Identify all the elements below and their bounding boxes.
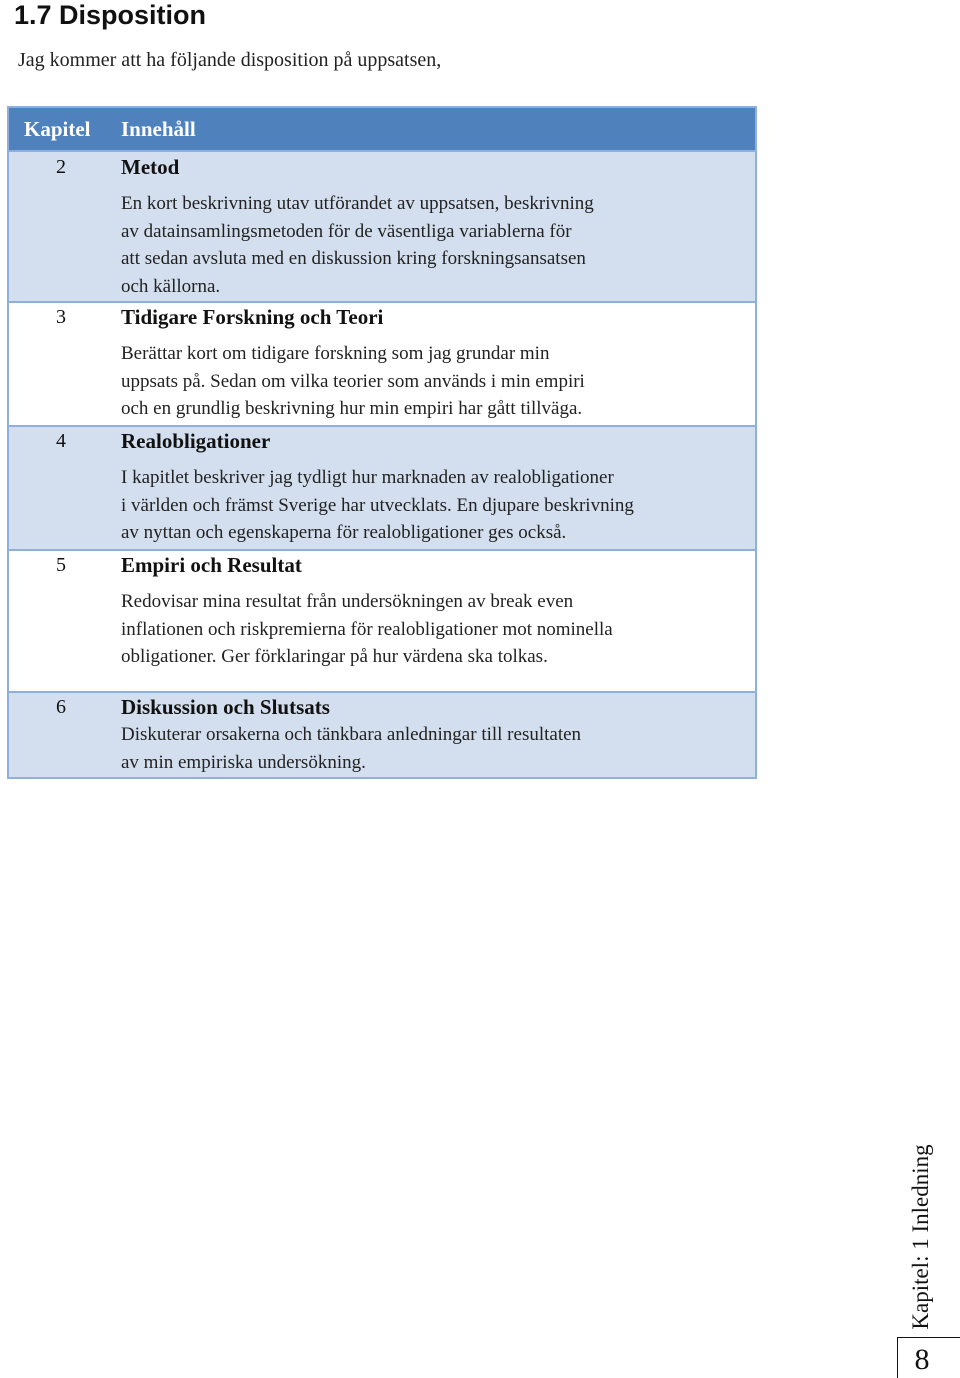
table-row-realobligationer — [9, 425, 755, 549]
chapter-content — [121, 303, 755, 425]
chapter-description: Redovisar mina resultat från undersökningen av break even inflationen och riskpremierna för realobligationer mot nominella obligationer. Ger förklaringar på hur värdena ska tolkas. — [121, 591, 613, 667]
disposition-table — [7, 106, 757, 779]
page-number: 8 — [914, 1343, 930, 1376]
table-header — [9, 108, 755, 150]
chapter-content — [121, 551, 755, 691]
chapter-description: I kapitlet beskriver jag tydligt hur marknaden av realobligationer i världen och främst Sverige har utvecklats. En djupare beskrivning av nyttan och egenskaperna för realobligationer ges också. — [121, 467, 634, 543]
chapter-title: Diskussion och Slutsats — [121, 695, 330, 719]
table-row-metod — [9, 150, 755, 301]
chapter-title: Realobligationer — [121, 429, 271, 453]
section-heading: 1.7 Disposition — [14, 0, 207, 30]
header-chapter: Kapitel — [24, 116, 91, 141]
chapter-content — [121, 693, 755, 777]
table-row-tidigare-forskning — [9, 301, 755, 425]
chapter-number: 6 — [56, 696, 66, 718]
chapter-title: Metod — [121, 155, 180, 179]
chapter-description: Diskuterar orsakerna och tänkbara anledningar till resultaten av min empiriska undersökning. — [121, 724, 582, 773]
chapter-number: 3 — [56, 306, 66, 328]
chapter-title: Empiri och Resultat — [121, 553, 302, 577]
table-row-empiri — [9, 549, 755, 691]
chapter-marker: Kapitel: 1 Inledning — [908, 1144, 933, 1330]
chapter-description: Berättar kort om tidigare forskning som jag grundar min uppsats på. Sedan om vilka teorier som används i min empiri och en grundlig beskrivning hur min empiri har gått tillväga. — [121, 343, 585, 419]
chapter-number: 5 — [56, 554, 66, 576]
chapter-content — [121, 427, 755, 549]
chapter-description: En kort beskrivning utav utförandet av uppsatsen, beskrivning av datainsamlingsmetoden för de väsentliga variablerna för att sedan avsluta med en diskussion kring forskningsansatsen och källorna. — [121, 193, 594, 297]
intro-text: Jag kommer att ha följande disposition på uppsatsen, — [18, 49, 442, 71]
chapter-content — [121, 152, 755, 301]
table-row-diskussion — [9, 691, 755, 777]
footer-divider-vertical — [897, 1337, 898, 1378]
footer-divider — [897, 1337, 960, 1338]
chapter-number: 4 — [56, 430, 66, 452]
chapter-number: 2 — [56, 156, 66, 178]
header-content: Innehåll — [121, 116, 196, 141]
chapter-title: Tidigare Forskning och Teori — [121, 305, 384, 329]
